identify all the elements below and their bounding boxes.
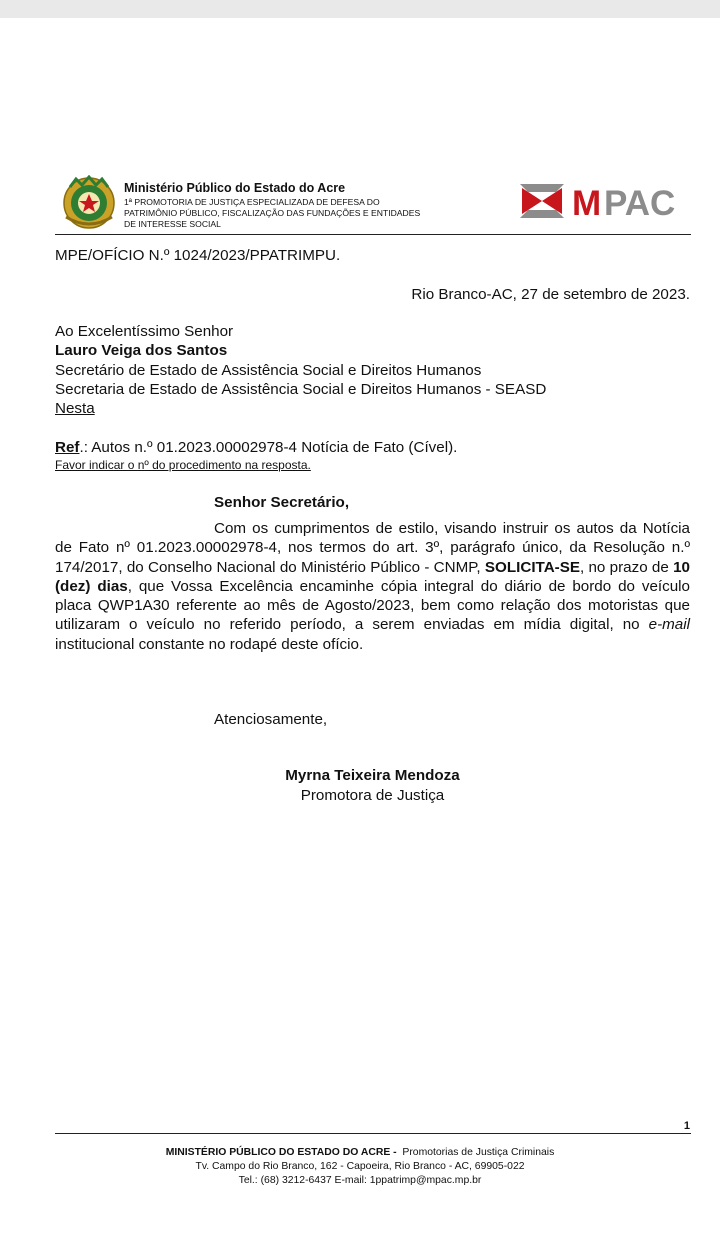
reference-label: Ref — [55, 439, 80, 456]
mpac-logo-m: M — [572, 184, 602, 222]
mpac-logo-mark-icon — [520, 184, 564, 218]
body-text-3: , que Vossa Excelência encaminhe cópia integral do diário de bordo do veículo placa QWP1A30 referente ao mês de Agosto/2023, bem como relação dos motoristas que utilizaram o veículo no referido período, a serem enviadas em mídia digital, no — [55, 577, 690, 634]
top-bar — [0, 0, 720, 18]
signer-name: Myrna Teixeira Mendoza — [285, 767, 460, 784]
addressee-greeting: Ao Excelentíssimo Senhor — [55, 323, 234, 340]
page-number: 1 — [683, 1120, 690, 1132]
body-paragraph — [55, 519, 690, 654]
addressee-role: Secretário de Estado de Assistência Social e Direitos Humanos — [55, 362, 482, 379]
header-rule — [55, 234, 691, 235]
header-org-name: Ministério Público do Estado do Acre — [124, 181, 346, 195]
state-coat-of-arms-icon — [60, 175, 118, 231]
oficio-number: MPE/OFÍCIO N.º 1024/2023/PPATRIMPU. — [55, 247, 341, 264]
addressee-org: Secretaria de Estado de Assistência Social e Direitos Humanos - SEASD — [55, 381, 547, 398]
footer-line-1 — [0, 1146, 720, 1160]
footer-contact: Tel.: (68) 3212-6437 E-mail: 1ppatrimp@mpac.mp.br — [238, 1175, 482, 1186]
footer-org: MINISTÉRIO PÚBLICO DO ESTADO DO ACRE - — [165, 1147, 397, 1158]
closing: Atenciosamente, — [214, 711, 328, 728]
body-solicita: SOLICITA-SE — [484, 558, 580, 576]
reference-note: Favor indicar o nº do procedimento na resposta. — [55, 458, 311, 472]
footer-address: Tv. Campo do Rio Branco, 162 - Capoeira, Rio Branco - AC, 69905-022 — [195, 1161, 525, 1172]
header-subtitle: 1ª PROMOTORIA DE JUSTIÇA ESPECIALIZADA DE DEFESA DO PATRIMÔNIO PÚBLICO, FISCALIZAÇÃO DAS FUNDAÇÕES E ENTIDADES DE INTERESSE SOCIAL — [124, 197, 421, 229]
body-text-4: institucional constante no rodapé deste ofício. — [55, 635, 364, 653]
body-text-1: Com os cumprimentos de estilo, visando instruir os autos da Notícia de Fato nº 01.2023.00002978-4, nos termos do art. 3º, parágrafo único, da Resolução n.º 174/2017, do Conselho Nacional do Ministério Público - CNMP, — [55, 520, 690, 576]
addressee-name: Lauro Veiga dos Santos — [55, 342, 228, 359]
body-prazo: 10 (dez) dias — [55, 558, 690, 595]
footer-rule — [55, 1133, 691, 1134]
date-line: Rio Branco-AC, 27 de setembro de 2023. — [411, 286, 690, 303]
addressee-local: Nesta — [55, 400, 95, 417]
mpac-logo — [518, 180, 698, 222]
mpac-logo-pac: PAC — [604, 184, 676, 222]
body-text-2: , no prazo de — [579, 558, 674, 576]
reference-line — [55, 438, 457, 458]
signer-role: Promotora de Justiça — [300, 787, 445, 804]
salutation: Senhor Secretário, — [214, 494, 350, 511]
footer-unit: Promotorias de Justiça Criminais — [402, 1147, 555, 1158]
reference-text: .: Autos n.º 01.2023.00002978-4 Notícia de Fato (Cível). — [79, 439, 458, 456]
body-email-word: e-mail — [648, 616, 690, 634]
